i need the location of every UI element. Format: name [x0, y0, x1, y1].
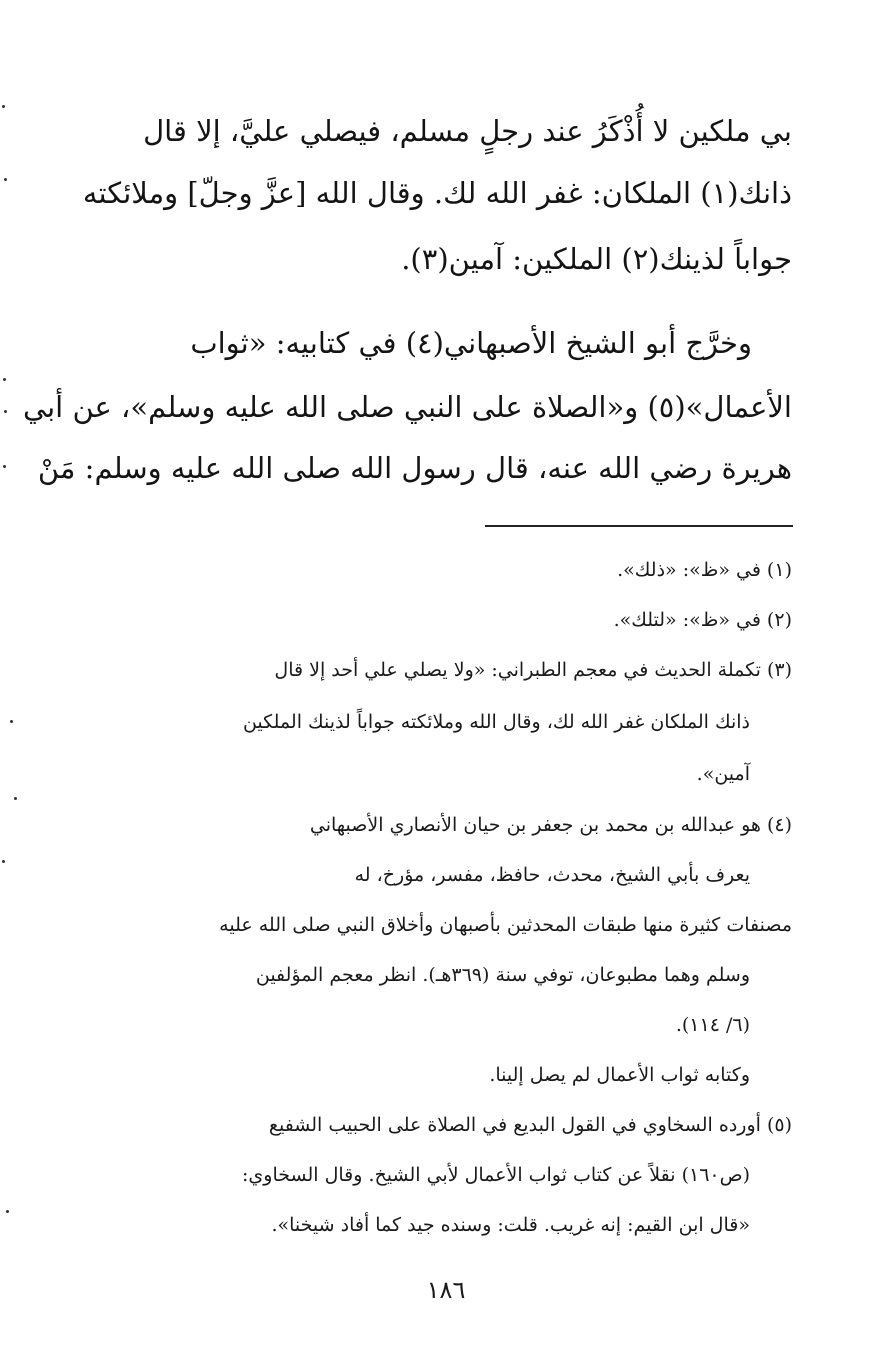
page-number: ١٨٦: [426, 1276, 466, 1304]
body-line: بي ملكين لا أُذْكَرُ عند رجلٍ مسلم، فيصلي عليَّ، إلا قال: [143, 114, 792, 148]
footnote-line: (١) في «ظ»: «ذلك».: [617, 559, 792, 581]
scan-speck: [14, 797, 17, 800]
scan-speck: [4, 178, 7, 181]
scan-speck: [2, 860, 5, 863]
scan-speck: [3, 465, 6, 468]
footnote-line: يعرف بأبي الشيخ، محدث، حافظ، مفسر، مؤرخ، له: [354, 864, 750, 886]
scan-speck: [10, 720, 13, 723]
footnote-line: وكتابه ثواب الأعمال لم يصل إلينا.: [489, 1064, 750, 1086]
footnote-line: (٦/ ١١٤).: [675, 1014, 750, 1036]
scan-speck: [4, 410, 7, 413]
body-line: ذانك(١) الملكان: غفر الله لك. وقال الله [عزَّ وجلّ] وملائكته: [82, 176, 792, 210]
footnote-line: (٥) أورده السخاوي في القول البديع في الصلاة على الحبيب الشفيع: [268, 1114, 792, 1136]
footnote-divider: [485, 525, 793, 527]
footnote-line: (٢) في «ظ»: «لتلك».: [613, 609, 792, 631]
footnote-line: ذانك الملكان غفر الله لك، وقال الله وملائكته جواباً لذينك الملكين: [242, 711, 750, 733]
footnote-line: (ص١٦٠) نقلاً عن كتاب ثواب الأعمال لأبي الشيخ. وقال السخاوي:: [242, 1164, 750, 1186]
scan-speck: [3, 378, 6, 381]
scan-speck: [2, 105, 5, 108]
body-line: جواباً لذينك(٢) الملكين: آمين(٣).: [401, 242, 792, 276]
scan-speck: [6, 1210, 9, 1213]
footnote-line: آمين».: [696, 763, 750, 785]
body-line: وخرَّج أبو الشيخ الأصبهاني(٤) في كتابيه: «ثواب: [190, 326, 752, 360]
footnote-line: (٤) هو عبدالله بن محمد بن جعفر بن حيان الأنصاري الأصبهاني: [309, 814, 792, 836]
footnote-line: (٣) تكملة الحديث في معجم الطبراني: «ولا يصلي علي أحد إلا قال: [274, 659, 792, 681]
body-line: الأعمال»(٥) و«الصلاة على النبي صلى الله عليه وسلم»، عن أبي: [22, 390, 792, 424]
footnote-line: وسلم وهما مطبوعان، توفي سنة (٣٦٩هـ). انظر معجم المؤلفين: [255, 964, 750, 986]
body-line: هريرة رضي الله عنه، قال رسول الله صلى الله عليه وسلم: مَنْ: [37, 451, 792, 485]
footnote-line: «قال ابن القيم: إنه غريب. قلت: وسنده جيد كما أفاد شيخنا».: [271, 1214, 750, 1236]
footnote-line: مصنفات كثيرة منها طبقات المحدثين بأصبهان وأخلاق النبي صلى الله عليه: [219, 914, 792, 936]
